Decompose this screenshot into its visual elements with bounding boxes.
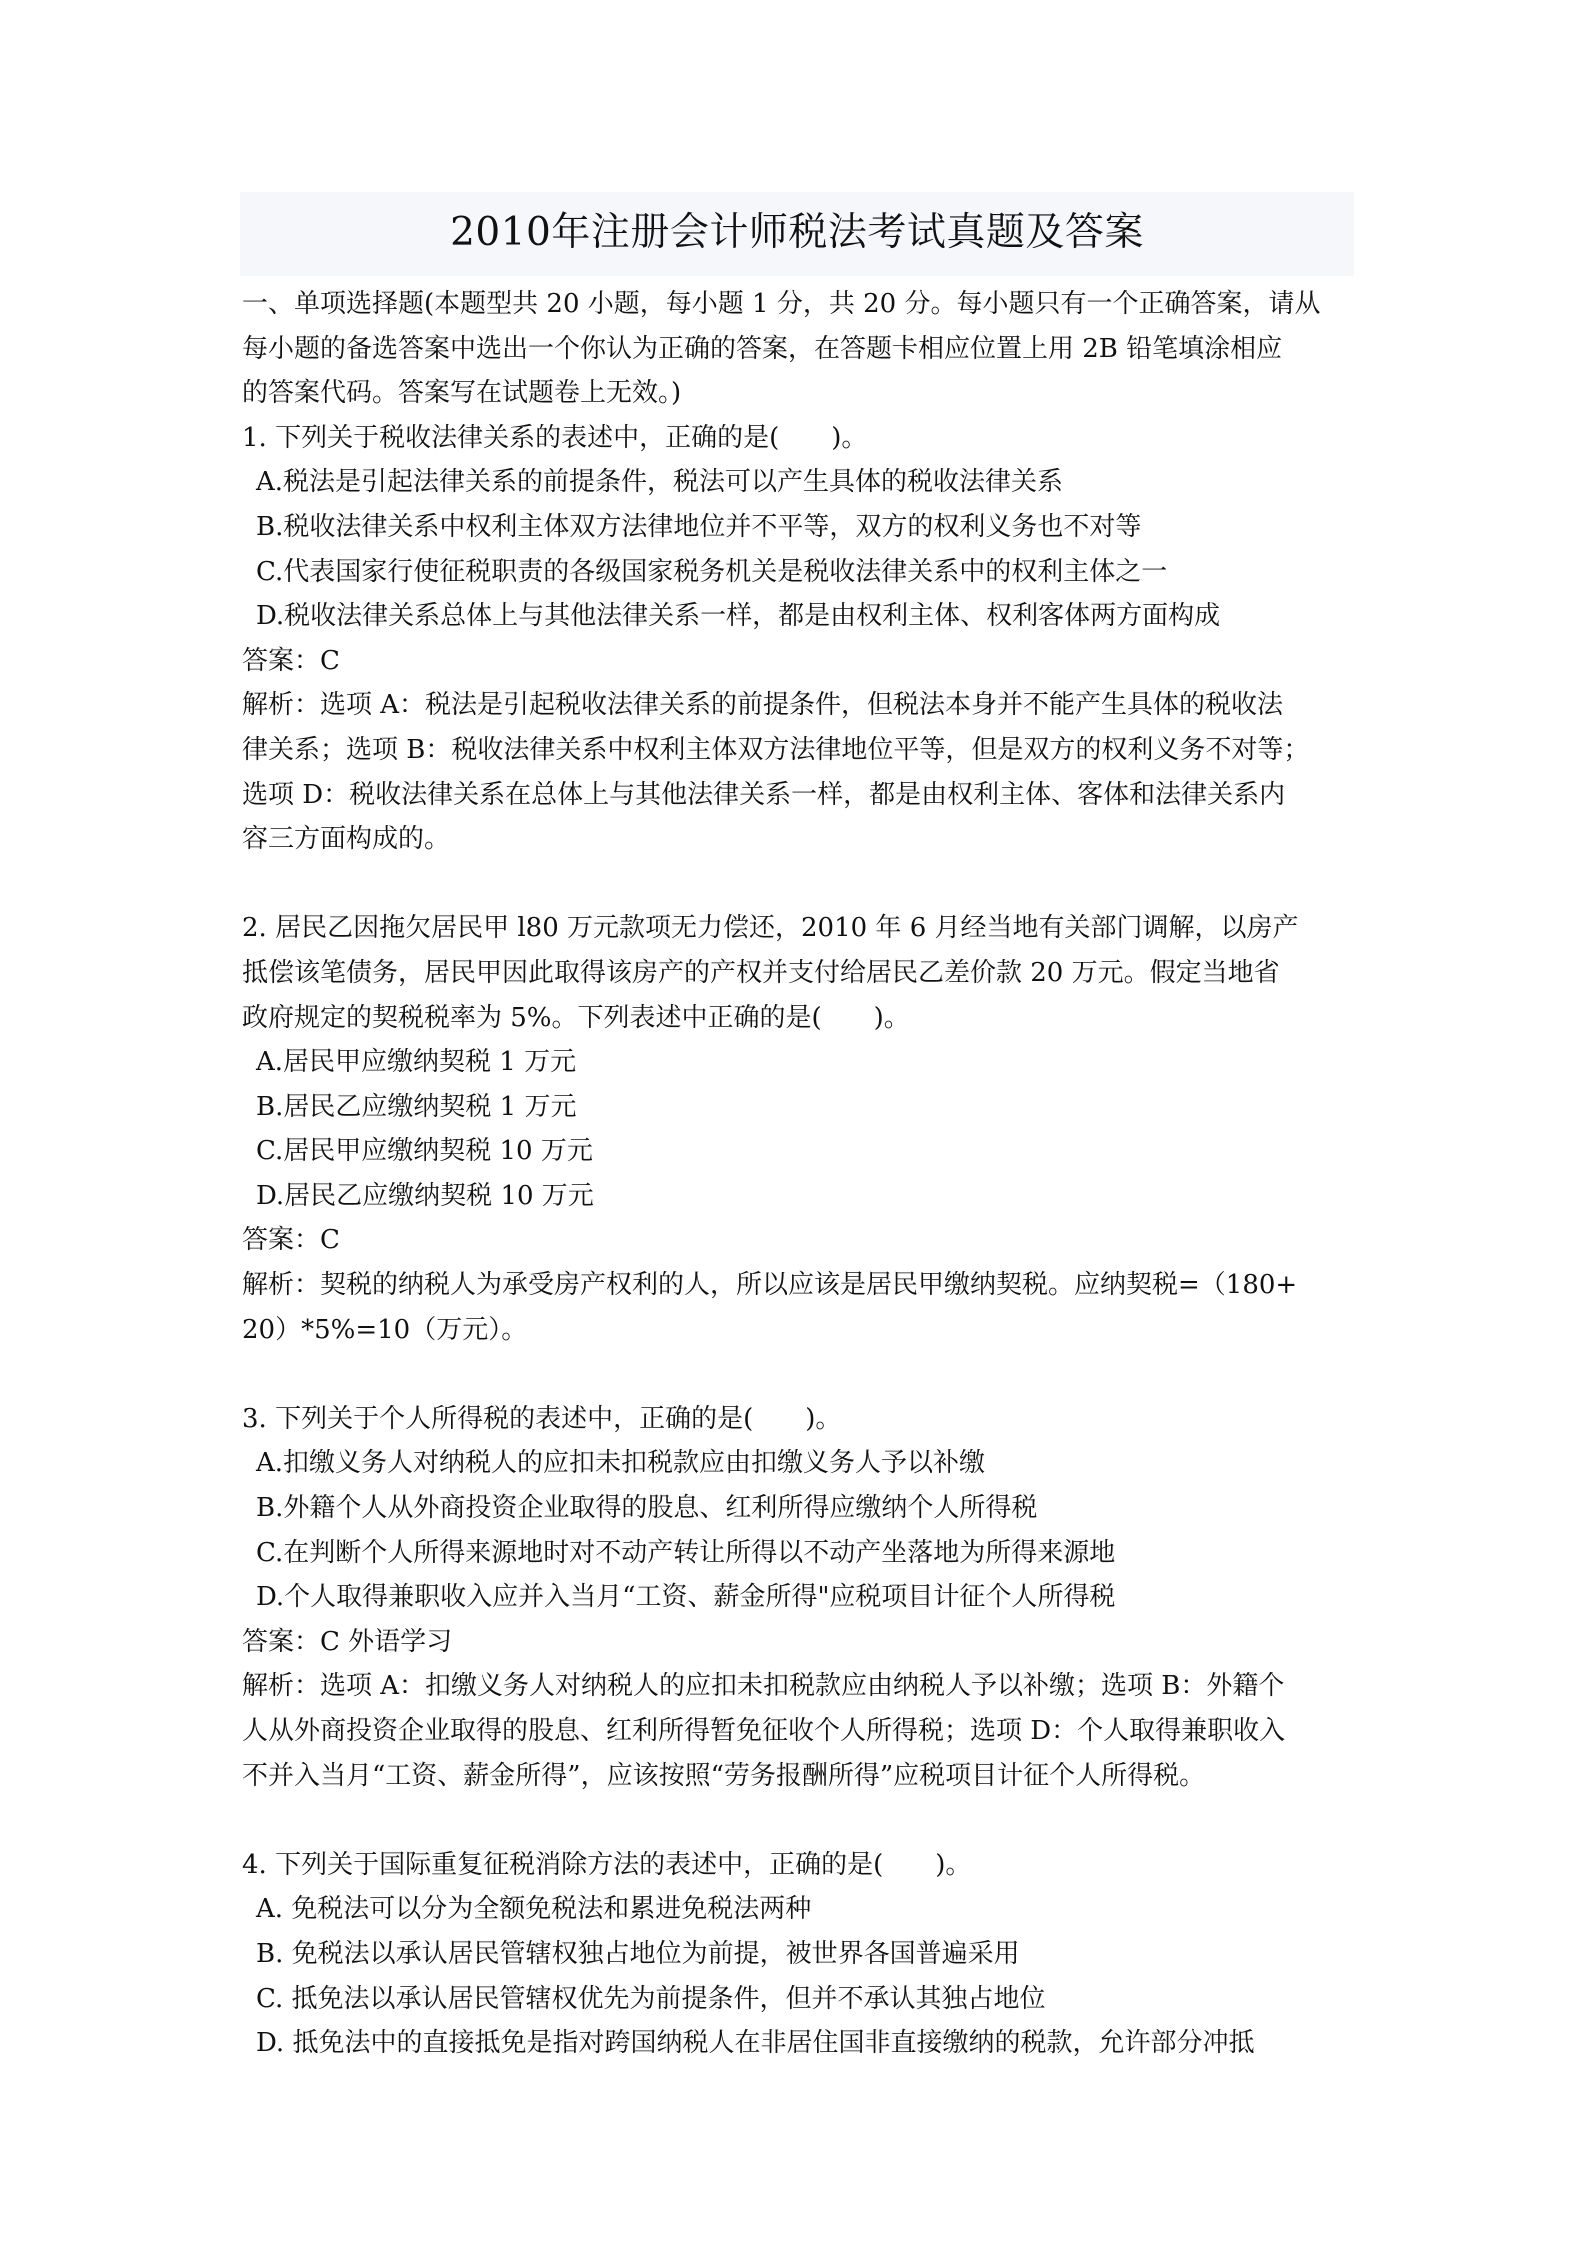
- option-b: B. 免税法以承认居民管辖权独占地位为前提，被世界各国普遍采用: [256, 1938, 1020, 1969]
- question-stem: 4. 下列关于国际重复征税消除方法的表述中，正确的是( )。: [242, 1849, 972, 1880]
- spacer: [242, 1798, 1360, 1843]
- analysis-line: 解析：选项 A：扣缴义务人对纳税人的应扣未扣税款应由纳税人予以补缴；选项 B：外籍个: [242, 1671, 1285, 1702]
- intro-line: 的答案代码。答案写在试题卷上无效。): [242, 378, 682, 409]
- option-c: C.代表国家行使征税职责的各级国家税务机关是税收法律关系中的权利主体之一: [256, 556, 1168, 587]
- option-b: B.外籍个人从外商投资企业取得的股息、红利所得应缴纳个人所得税: [256, 1493, 1038, 1524]
- option-c: C.居民甲应缴纳契税 10 万元: [256, 1136, 593, 1167]
- option-a: A.扣缴义务人对纳税人的应扣未扣税款应由扣缴义务人予以补缴: [256, 1448, 986, 1479]
- question-2: [242, 906, 1360, 1352]
- option-a: A.税法是引起法律关系的前提条件，税法可以产生具体的税收法律关系: [256, 467, 1064, 498]
- option-b: B.居民乙应缴纳契税 1 万元: [256, 1091, 577, 1122]
- document-body: [242, 282, 1360, 2066]
- analysis-line: 解析：契税的纳税人为承受房产权利的人，所以应该是居民甲缴纳契税。应纳契税=（180+: [242, 1270, 1298, 1301]
- spacer: [242, 1352, 1360, 1397]
- section-intro: [242, 282, 1360, 416]
- question-stem: 政府规定的契税税率为 5%。下列表述中正确的是( )。: [242, 1002, 910, 1033]
- analysis-line: 容三方面构成的。: [242, 824, 451, 855]
- intro-line: 一、单项选择题(本题型共 20 小题，每小题 1 分，共 20 分。每小题只有一个正确答案，请从: [242, 289, 1321, 319]
- answer: 答案：C: [242, 1225, 340, 1256]
- question-stem: 3. 下列关于个人所得税的表述中，正确的是( )。: [242, 1403, 842, 1434]
- option-c: C.在判断个人所得来源地时对不动产转让所得以不动产坐落地为所得来源地: [256, 1537, 1116, 1568]
- question-3: [242, 1397, 1360, 1798]
- option-c: C. 抵免法以承认居民管辖权优先为前提条件，但并不承认其独占地位: [256, 1983, 1046, 2014]
- analysis-line: 不并入当月“工资、薪金所得”，应该按照“劳务报酬所得”应税项目计征个人所得税。: [242, 1760, 1206, 1791]
- option-d: D.税收法律关系总体上与其他法律关系一样，都是由权利主体、权利客体两方面构成: [256, 601, 1221, 632]
- analysis-line: 选项 D：税收法律关系在总体上与其他法律关系一样，都是由权利主体、客体和法律关系内: [242, 779, 1286, 810]
- question-stem: 抵偿该笔债务，居民甲因此取得该房产的产权并支付给居民乙差价款 20 万元。假定当地省: [242, 957, 1280, 988]
- analysis-line: 人从外商投资企业取得的股息、红利所得暂免征收个人所得税；选项 D：个人取得兼职收入: [242, 1716, 1286, 1746]
- option-a: A.居民甲应缴纳契税 1 万元: [256, 1047, 577, 1078]
- option-b: B.税收法律关系中权利主体双方法律地位并不平等，双方的权利义务也不对等: [256, 511, 1142, 542]
- question-4: [242, 1843, 1360, 2066]
- analysis-line: 解析：选项 A：税法是引起税收法律关系的前提条件，但税法本身并不能产生具体的税收法: [242, 690, 1284, 721]
- question-stem: 2. 居民乙因拖欠居民甲 l80 万元款项无力偿还，2010 年 6 月经当地有关部门调解，以房产: [242, 913, 1299, 944]
- option-d: D. 抵免法中的直接抵免是指对跨国纳税人在非居住国非直接缴纳的税款，允许部分冲抵: [256, 2028, 1255, 2059]
- option-a: A. 免税法可以分为全额免税法和累进免税法两种: [256, 1894, 812, 1925]
- document-title: 2010年注册会计师税法考试真题及答案: [450, 210, 1144, 255]
- intro-line: 每小题的备选答案中选出一个你认为正确的答案，在答题卡相应位置上用 2B 铅笔填涂相应: [242, 333, 1283, 364]
- analysis-line: 20）*5%=10（万元）。: [242, 1314, 528, 1345]
- question-stem: 1. 下列关于税收法律关系的表述中，正确的是( )。: [242, 422, 868, 453]
- analysis-line: 律关系；选项 B：税收法律关系中权利主体双方法律地位平等，但是双方的权利义务不对等；: [242, 734, 1310, 765]
- spacer: [242, 862, 1360, 907]
- question-1: [242, 416, 1360, 862]
- option-d: D.居民乙应缴纳契税 10 万元: [256, 1180, 594, 1211]
- answer: 答案：C 外语学习: [242, 1626, 453, 1657]
- answer: 答案：C: [242, 645, 340, 676]
- option-d: D.个人取得兼职收入应并入当月“工资、薪金所得"应税项目计征个人所得税: [256, 1582, 1116, 1613]
